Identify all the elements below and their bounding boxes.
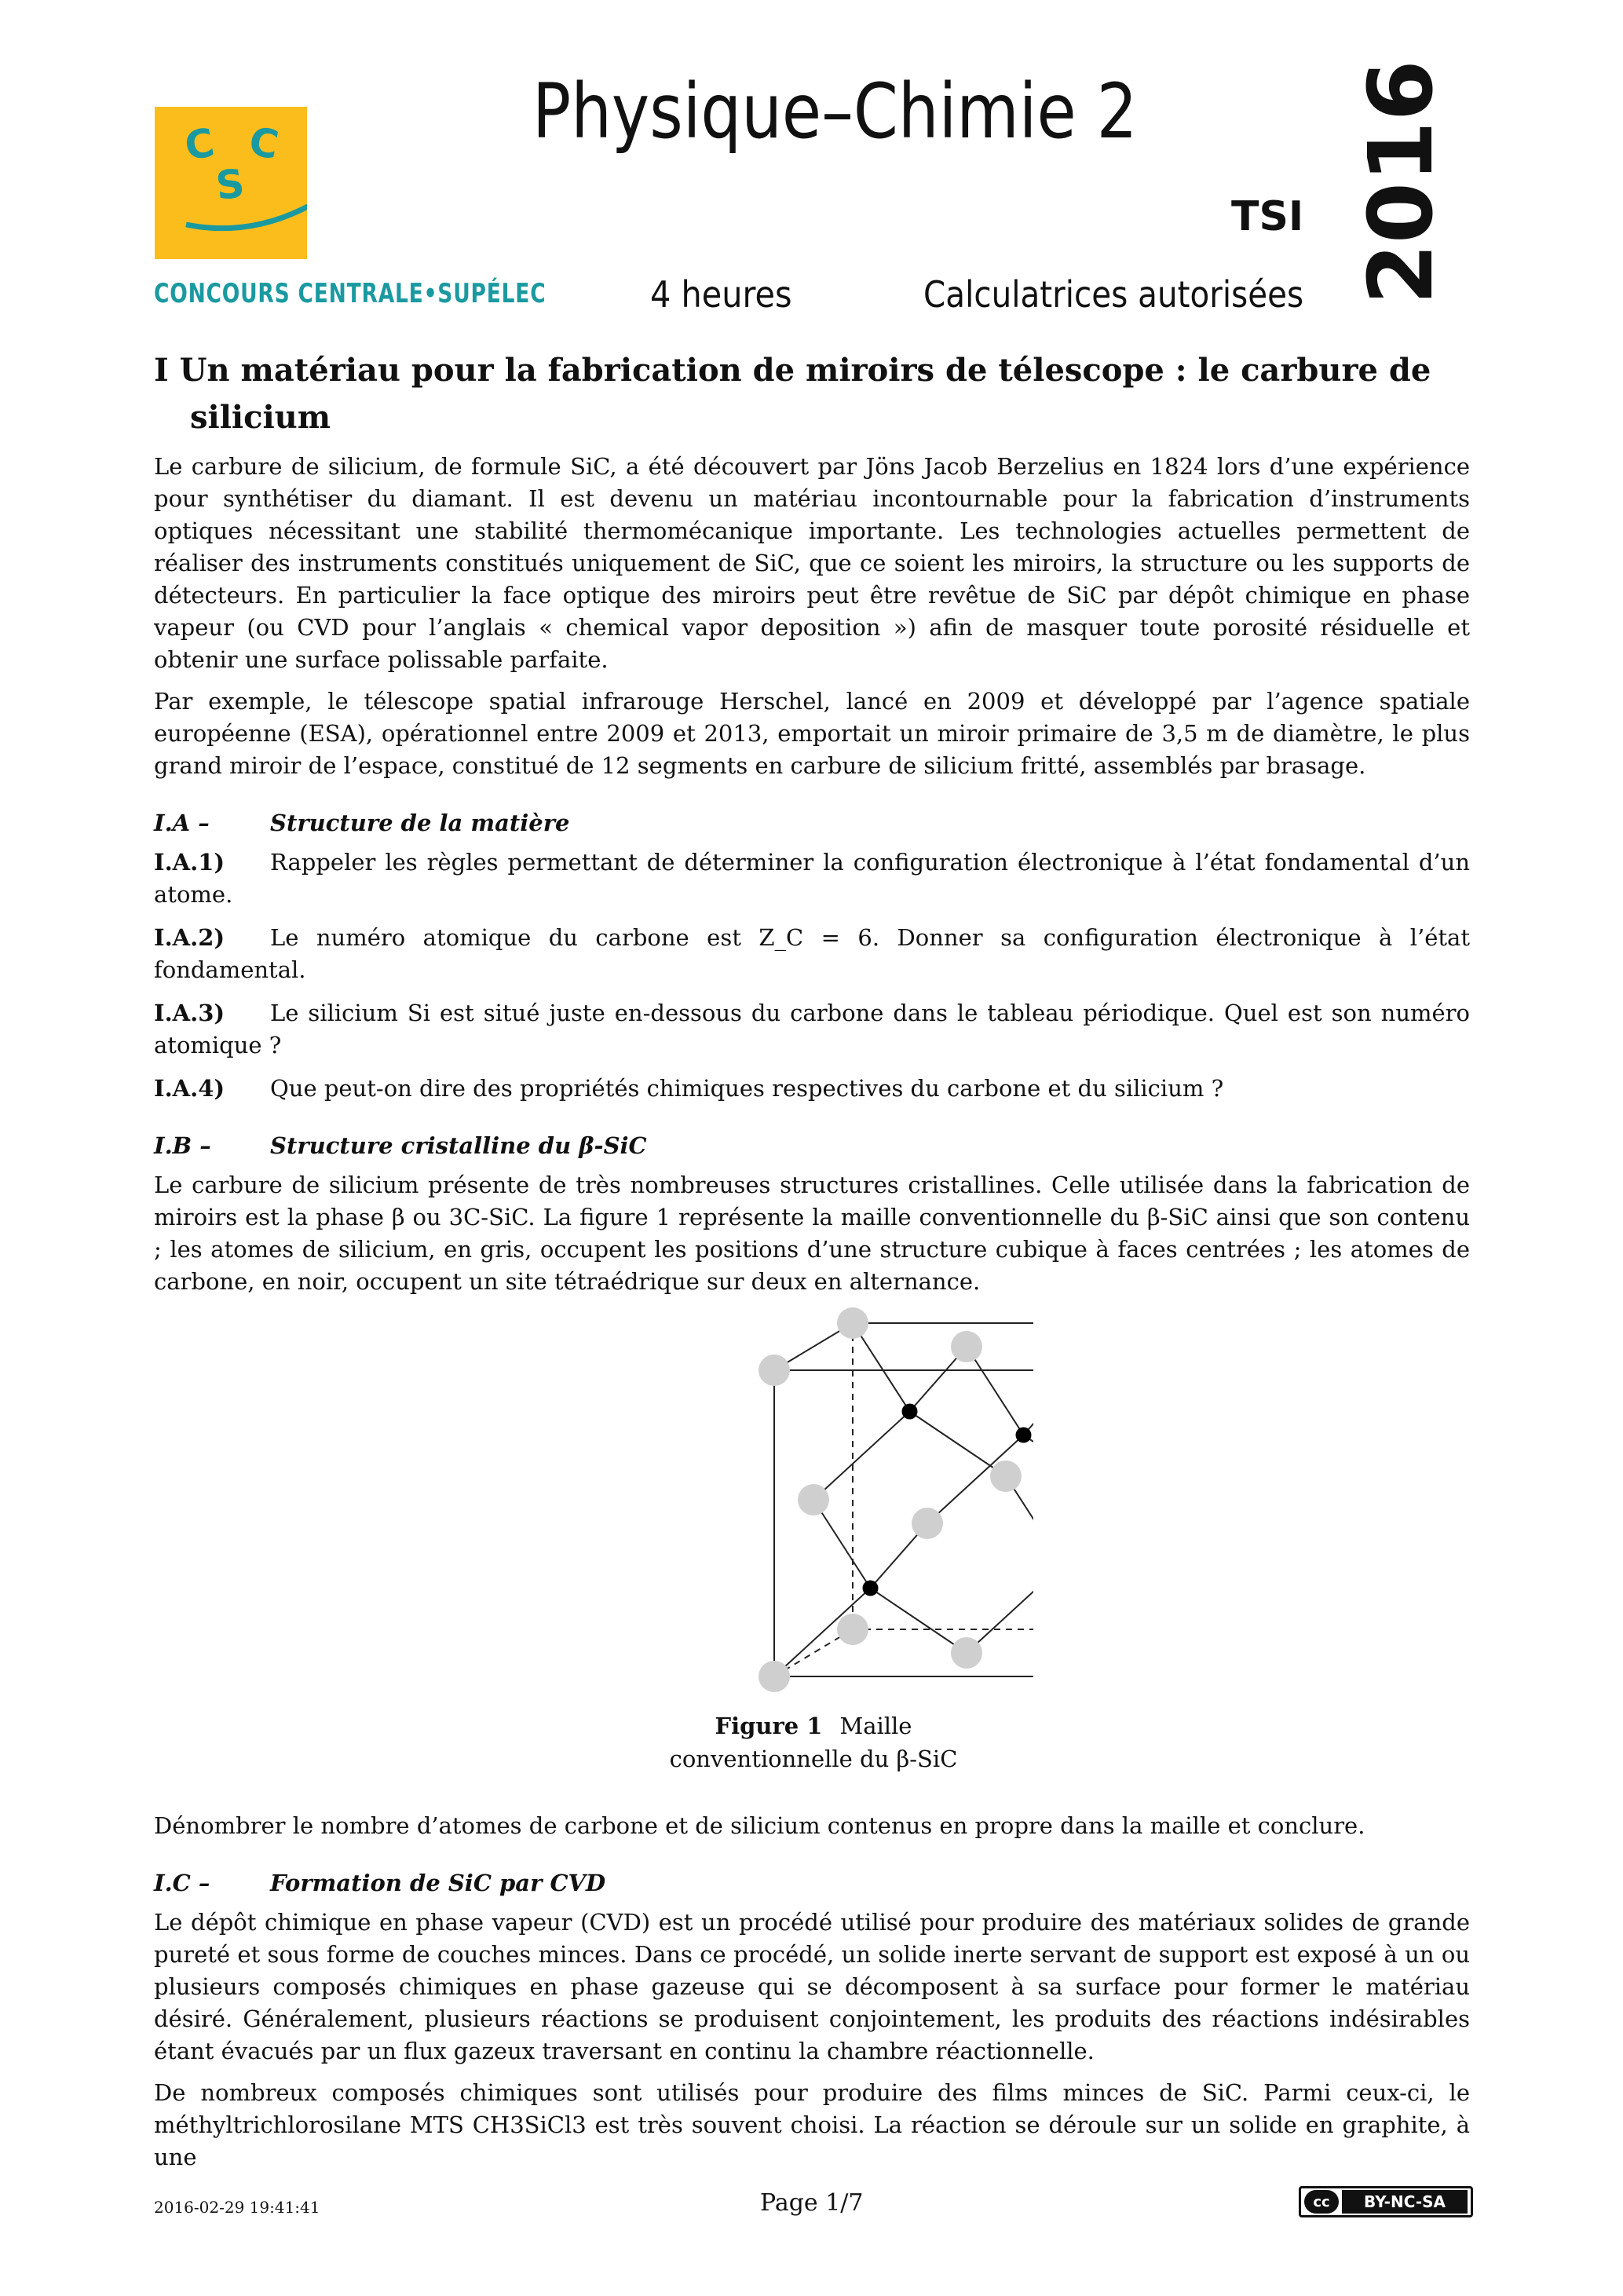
silicon-atom: [951, 1331, 982, 1362]
exam-title: Physique–Chimie 2: [532, 68, 1138, 155]
sic-unit-cell-diagram: [594, 1307, 1033, 1700]
silicon-atom: [837, 1307, 868, 1339]
question-item: [154, 846, 1470, 911]
silicon-atom: [990, 1461, 1022, 1492]
intro-paragraph-1: Le carbure de silicium, de formule SiC, a été découvert par Jöns Jacob Berzelius en 1824 lors d’une expérience pour synthétiser du diamant. Il est devenu un matériau incontournable pour la fabrication d’instruments optiques nécessitant une stabilité thermomécanique importante. Les technologies actuelles permettent de réaliser des instruments constitués uniquement de SiC, que ce soient les miroirs, la structure ou les supports de détecteurs. En particulier la face optique des miroirs peut être revêtue de SiC par dépôt chimique en phase vapeur (ou CVD pour l’anglais « chemical vapor deposition ») afin de masquer toute porosité résiduelle et obtenir une surface polissable parfaite.: [154, 453, 1470, 673]
section-heading-b: [154, 1130, 1470, 1161]
intro-paragraph-2: Par exemple, le télescope spatial infrarouge Herschel, lancé en 2009 et développé par l’agence spatiale européenne (ESA), opérationnel entre 2009 et 2013, emportait un miroir primaire de 3,5 m de diamètre, le plus grand miroir de l’espace, constitué de 12 segments en carbure de silicium fritté, assemblés par brasage.: [154, 688, 1470, 779]
question-item: [154, 1073, 1470, 1105]
si-c-bond: [910, 1412, 1007, 1477]
si-c-bond: [967, 1347, 1024, 1435]
carbon-atom: [1016, 1428, 1032, 1443]
question-text: Le numéro atomique du carbone est Z_C = 6. Donner sa configuration électronique à l’état fondamental.: [154, 924, 1470, 983]
silicon-atom: [758, 1355, 790, 1386]
section-title: Formation de SiC par CVD: [270, 1870, 606, 1896]
question-text: Que peut-on dire des propriétés chimiques respectives du carbone et du silicium ?: [270, 1075, 1224, 1102]
question-text: Rappeler les règles permettant de déterminer la configuration électronique à l’état fondamental d’un atome.: [154, 849, 1470, 908]
footer-timestamp: 2016-02-29 19:41:41: [154, 2198, 320, 2217]
section-number: I.C –: [154, 1870, 210, 1896]
section-title: Structure de la matière: [270, 810, 570, 836]
si-c-bond: [1024, 1370, 1034, 1435]
figure-caption-text: Maille conventionnelle du β-SiC: [669, 1713, 958, 1772]
figure-caption: [641, 1709, 986, 1775]
section-b-question: Dénombrer le nombre d’atomes de carbone et de silicium contenus en propre dans la maille et conclure.: [154, 1812, 1365, 1839]
question-number: I.A.2): [154, 924, 225, 951]
section-heading-c: [154, 1867, 1470, 1899]
carbon-atom: [863, 1581, 879, 1596]
figure-1: [154, 1307, 1470, 1810]
section-number: I.B –: [154, 1132, 211, 1159]
figure-label: Figure 1: [715, 1713, 823, 1739]
part-heading: I Un matériau pour la fabrication de miroirs de télescope : le carbure de silicium: [154, 352, 1431, 436]
concours-logo: [155, 107, 307, 259]
exam-year: 2016: [1351, 60, 1453, 305]
silicon-atom: [798, 1484, 829, 1515]
section-b-paragraph: Le carbure de silicium présente de très nombreuses structures cristallines. Celle utilisée dans la fabrication de miroirs est la phase β ou 3C-SiC. La figure 1 représente la maille conventionnelle du β-SiC ainsi que son contenu ; les atomes de silicium, en gris, occupent les positions d’une structure cubique à faces centrées ; les atomes de carbone, en noir, occupent un site tétraédrique sur deux en alternance.: [154, 1172, 1470, 1295]
si-c-bond: [1024, 1435, 1034, 1501]
page-content: [154, 347, 1470, 2183]
svg-text:C: C: [181, 119, 218, 170]
question-text: Le silicium Si est situé juste en-dessous du carbone dans le tableau périodique. Quel est son numéro atomique ?: [154, 1000, 1470, 1058]
calculators-label: Calculatrices autorisées: [923, 273, 1304, 316]
si-c-bond: [853, 1323, 910, 1412]
question-item: [154, 997, 1470, 1062]
si-c-bond: [871, 1589, 967, 1654]
svg-text:C: C: [245, 118, 283, 169]
cc-icon: cc: [1304, 2190, 1339, 2214]
section-number: I.A –: [154, 810, 210, 836]
section-heading-a: [154, 807, 1470, 839]
duration-label: 4 heures: [650, 273, 792, 316]
si-c-bond: [813, 1412, 910, 1501]
si-c-bond: [967, 1565, 1033, 1654]
question-number: I.A.1): [154, 849, 225, 876]
license-badge: [1299, 2186, 1473, 2217]
svg-text:S: S: [214, 160, 247, 209]
silicon-atom: [912, 1508, 943, 1539]
section-c-paragraph-1: Le dépôt chimique en phase vapeur (CVD) est un procédé utilisé pour produire des matériaux solides de grande pureté et sous forme de couches minces. Dans ce procédé, un solide inerte servant de support est exposé à un ou plusieurs composés chimiques en phase gazeuse qui se décomposent à sa surface pour former le matériau désiré. Généralement, plusieurs réactions se produisent conjointement, les produits des réactions indésirables étant évacués par un flux gazeux traversant en continu la chambre réactionnelle.: [154, 1909, 1470, 2064]
section-c-paragraph-2: De nombreux composés chimiques sont utilisés pour produire des films minces de SiC. Parmi ceux-ci, le méthyltrichlorosilane MTS CH3SiCl3 est très souvent choisi. La réaction se déroule sur un solide en graphite, à une: [154, 2079, 1470, 2170]
logo-text: CONCOURS CENTRALE•SUPÉLEC: [154, 278, 546, 309]
silicon-atom: [951, 1637, 982, 1669]
page-number: Page 1/7: [760, 2189, 864, 2217]
filiere-label: TSI: [1231, 193, 1304, 240]
si-c-bond: [813, 1500, 871, 1589]
section-title: Structure cristalline du β-SiC: [270, 1132, 647, 1159]
question-number: I.A.3): [154, 1000, 225, 1026]
carbon-atom: [902, 1404, 918, 1420]
license-label: BY-NC-SA: [1342, 2190, 1468, 2214]
silicon-atom: [837, 1614, 868, 1645]
question-item: [154, 922, 1470, 986]
question-number: I.A.4): [154, 1075, 225, 1102]
silicon-atom: [758, 1661, 790, 1692]
